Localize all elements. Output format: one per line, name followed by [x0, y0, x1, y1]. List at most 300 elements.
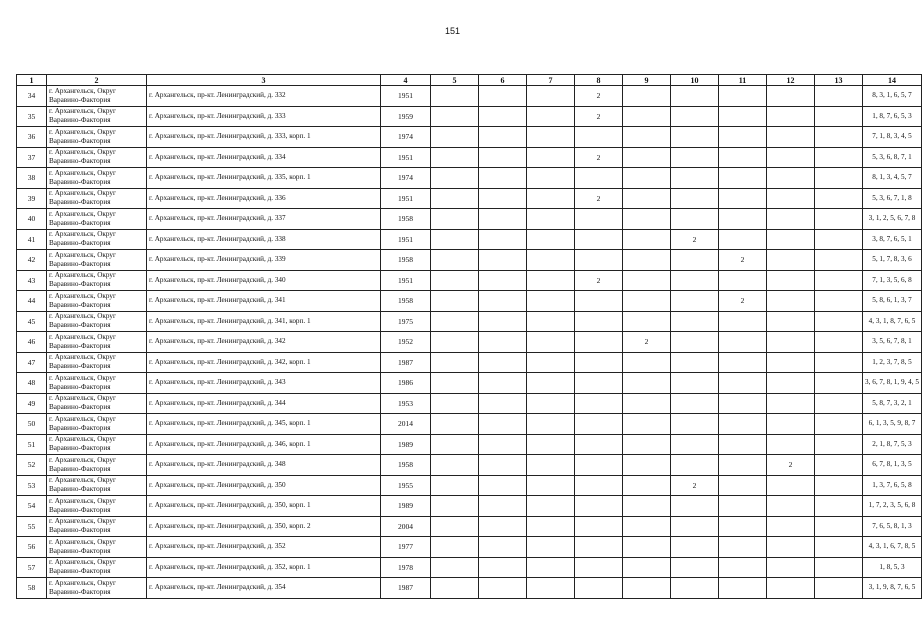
- value-cell: [527, 291, 575, 312]
- value-cell: [431, 414, 479, 435]
- sequence-cell: 5, 3, 6, 7, 1, 8: [863, 188, 922, 209]
- value-cell: [719, 516, 767, 537]
- value-cell: [671, 250, 719, 271]
- value-cell: [671, 578, 719, 599]
- district-cell: г. Архангельск, Округ Варавино-Фактория: [47, 229, 147, 250]
- value-cell: [431, 250, 479, 271]
- value-cell: [623, 393, 671, 414]
- district-cell: г. Архангельск, Округ Варавино-Фактория: [47, 537, 147, 558]
- value-cell: 2: [767, 455, 815, 476]
- district-cell: г. Архангельск, Округ Варавино-Фактория: [47, 311, 147, 332]
- value-cell: [527, 106, 575, 127]
- value-cell: [815, 496, 863, 517]
- value-cell: [719, 496, 767, 517]
- value-cell: [719, 270, 767, 291]
- district-cell: г. Архангельск, Округ Варавино-Фактория: [47, 578, 147, 599]
- table-row: [17, 168, 922, 189]
- value-cell: [527, 434, 575, 455]
- value-cell: [815, 106, 863, 127]
- value-cell: 2: [575, 270, 623, 291]
- value-cell: [575, 127, 623, 148]
- value-cell: [527, 270, 575, 291]
- address-cell: г. Архангельск, пр-кт. Ленинградский, д. 333: [147, 106, 381, 127]
- value-cell: [431, 168, 479, 189]
- value-cell: [767, 414, 815, 435]
- value-cell: [719, 311, 767, 332]
- address-cell: г. Архангельск, пр-кт. Ленинградский, д. 342, корп. 1: [147, 352, 381, 373]
- value-cell: [623, 414, 671, 435]
- value-cell: [767, 475, 815, 496]
- value-cell: [671, 373, 719, 394]
- row-number-cell: 56: [17, 537, 47, 558]
- district-cell: г. Архангельск, Округ Варавино-Фактория: [47, 332, 147, 353]
- page-number: 151: [444, 26, 461, 36]
- address-cell: г. Архангельск, пр-кт. Ленинградский, д. 342: [147, 332, 381, 353]
- value-cell: [527, 557, 575, 578]
- value-cell: [527, 414, 575, 435]
- value-cell: [431, 106, 479, 127]
- sequence-cell: 1, 2, 3, 7, 8, 5: [863, 352, 922, 373]
- district-cell: г. Архангельск, Округ Варавино-Фактория: [47, 168, 147, 189]
- year-cell: 2004: [381, 516, 431, 537]
- value-cell: 2: [575, 106, 623, 127]
- value-cell: [815, 475, 863, 496]
- year-cell: 1951: [381, 270, 431, 291]
- address-cell: г. Архангельск, пр-кт. Ленинградский, д. 350, корп. 1: [147, 496, 381, 517]
- value-cell: [623, 188, 671, 209]
- district-cell: г. Архангельск, Округ Варавино-Фактория: [47, 373, 147, 394]
- value-cell: [623, 475, 671, 496]
- address-cell: г. Архангельск, пр-кт. Ленинградский, д. 341: [147, 291, 381, 312]
- value-cell: [575, 393, 623, 414]
- value-cell: [527, 475, 575, 496]
- value-cell: [479, 168, 527, 189]
- address-cell: г. Архангельск, пр-кт. Ленинградский, д. 333, корп. 1: [147, 127, 381, 148]
- value-cell: [431, 496, 479, 517]
- year-cell: 1986: [381, 373, 431, 394]
- value-cell: [479, 578, 527, 599]
- address-cell: г. Архангельск, пр-кт. Ленинградский, д. 346, корп. 1: [147, 434, 381, 455]
- value-cell: [575, 455, 623, 476]
- row-number-cell: 54: [17, 496, 47, 517]
- value-cell: 2: [719, 250, 767, 271]
- value-cell: [479, 250, 527, 271]
- value-cell: [815, 291, 863, 312]
- value-cell: 2: [575, 147, 623, 168]
- value-cell: [623, 578, 671, 599]
- table-row: [17, 250, 922, 271]
- sequence-cell: 5, 1, 7, 8, 3, 6: [863, 250, 922, 271]
- value-cell: [671, 496, 719, 517]
- table-row: [17, 127, 922, 148]
- value-cell: [815, 578, 863, 599]
- row-number-cell: 53: [17, 475, 47, 496]
- value-cell: [767, 229, 815, 250]
- district-cell: г. Архангельск, Округ Варавино-Фактория: [47, 270, 147, 291]
- value-cell: [431, 434, 479, 455]
- value-cell: [719, 537, 767, 558]
- value-cell: [431, 352, 479, 373]
- value-cell: [527, 168, 575, 189]
- sequence-cell: 3, 6, 7, 8, 1, 9, 4, 5: [863, 373, 922, 394]
- table-body: [17, 86, 922, 599]
- value-cell: [767, 291, 815, 312]
- row-number-cell: 44: [17, 291, 47, 312]
- table-row: [17, 209, 922, 230]
- value-cell: [479, 557, 527, 578]
- value-cell: [479, 352, 527, 373]
- value-cell: [815, 250, 863, 271]
- year-cell: 1958: [381, 291, 431, 312]
- value-cell: [431, 127, 479, 148]
- table-row: [17, 557, 922, 578]
- district-cell: г. Архангельск, Округ Варавино-Фактория: [47, 434, 147, 455]
- district-cell: г. Архангельск, Округ Варавино-Фактория: [47, 209, 147, 230]
- district-cell: г. Архангельск, Округ Варавино-Фактория: [47, 291, 147, 312]
- district-cell: г. Архангельск, Округ Варавино-Фактория: [47, 475, 147, 496]
- value-cell: [767, 393, 815, 414]
- value-cell: [815, 188, 863, 209]
- value-cell: [479, 332, 527, 353]
- value-cell: [431, 455, 479, 476]
- value-cell: [479, 270, 527, 291]
- value-cell: [815, 434, 863, 455]
- table-row: [17, 291, 922, 312]
- column-header: 9: [623, 75, 671, 86]
- district-cell: г. Архангельск, Округ Варавино-Фактория: [47, 414, 147, 435]
- value-cell: [431, 291, 479, 312]
- table-row: [17, 475, 922, 496]
- value-cell: [767, 352, 815, 373]
- sequence-cell: 6, 1, 3, 5, 9, 8, 7: [863, 414, 922, 435]
- year-cell: 1989: [381, 434, 431, 455]
- value-cell: [767, 434, 815, 455]
- value-cell: [431, 373, 479, 394]
- year-cell: 1989: [381, 496, 431, 517]
- value-cell: [815, 168, 863, 189]
- value-cell: [431, 393, 479, 414]
- table-row: [17, 352, 922, 373]
- value-cell: [671, 311, 719, 332]
- value-cell: [431, 209, 479, 230]
- district-cell: г. Архангельск, Округ Варавино-Фактория: [47, 352, 147, 373]
- value-cell: [719, 557, 767, 578]
- row-number-cell: 40: [17, 209, 47, 230]
- value-cell: [767, 209, 815, 230]
- value-cell: [527, 86, 575, 107]
- year-cell: 1974: [381, 168, 431, 189]
- value-cell: [815, 516, 863, 537]
- column-header: 12: [767, 75, 815, 86]
- value-cell: [527, 250, 575, 271]
- table-row: [17, 455, 922, 476]
- value-cell: [815, 393, 863, 414]
- value-cell: [719, 127, 767, 148]
- value-cell: [671, 188, 719, 209]
- year-cell: 1952: [381, 332, 431, 353]
- address-cell: г. Архангельск, пр-кт. Ленинградский, д. 339: [147, 250, 381, 271]
- value-cell: [431, 578, 479, 599]
- value-cell: [671, 86, 719, 107]
- value-cell: [431, 332, 479, 353]
- value-cell: [479, 147, 527, 168]
- value-cell: [815, 373, 863, 394]
- sequence-cell: 7, 6, 5, 8, 1, 3: [863, 516, 922, 537]
- value-cell: [767, 270, 815, 291]
- sequence-cell: 5, 3, 6, 8, 7, 1: [863, 147, 922, 168]
- value-cell: [623, 250, 671, 271]
- year-cell: 1958: [381, 455, 431, 476]
- header-row: [17, 75, 922, 86]
- value-cell: [767, 311, 815, 332]
- value-cell: 2: [719, 291, 767, 312]
- value-cell: [719, 188, 767, 209]
- value-cell: [527, 147, 575, 168]
- year-cell: 1951: [381, 229, 431, 250]
- column-header: 5: [431, 75, 479, 86]
- sequence-cell: 6, 7, 8, 1, 3, 5: [863, 455, 922, 476]
- address-cell: г. Архангельск, пр-кт. Ленинградский, д. 337: [147, 209, 381, 230]
- column-header: 14: [863, 75, 922, 86]
- row-number-cell: 51: [17, 434, 47, 455]
- value-cell: [623, 127, 671, 148]
- value-cell: [671, 209, 719, 230]
- value-cell: [623, 86, 671, 107]
- row-number-cell: 55: [17, 516, 47, 537]
- value-cell: 2: [671, 475, 719, 496]
- year-cell: 1974: [381, 127, 431, 148]
- table-row: [17, 393, 922, 414]
- value-cell: 2: [671, 229, 719, 250]
- value-cell: [575, 475, 623, 496]
- value-cell: [671, 168, 719, 189]
- row-number-cell: 37: [17, 147, 47, 168]
- value-cell: [623, 168, 671, 189]
- address-cell: г. Архангельск, пр-кт. Ленинградский, д. 335, корп. 1: [147, 168, 381, 189]
- value-cell: 2: [575, 86, 623, 107]
- value-cell: [671, 291, 719, 312]
- column-header: 2: [47, 75, 147, 86]
- table-row: [17, 229, 922, 250]
- year-cell: 1987: [381, 578, 431, 599]
- district-cell: г. Архангельск, Округ Варавино-Фактория: [47, 127, 147, 148]
- year-cell: 1951: [381, 147, 431, 168]
- year-cell: 1951: [381, 86, 431, 107]
- value-cell: [767, 250, 815, 271]
- row-number-cell: 52: [17, 455, 47, 476]
- value-cell: [479, 393, 527, 414]
- year-cell: 2014: [381, 414, 431, 435]
- column-header: 4: [381, 75, 431, 86]
- sequence-cell: 8, 1, 3, 4, 5, 7: [863, 168, 922, 189]
- table-row: [17, 106, 922, 127]
- value-cell: [527, 455, 575, 476]
- district-cell: г. Архангельск, Округ Варавино-Фактория: [47, 393, 147, 414]
- value-cell: [479, 229, 527, 250]
- value-cell: [767, 332, 815, 353]
- value-cell: [719, 475, 767, 496]
- value-cell: [815, 455, 863, 476]
- column-header: 6: [479, 75, 527, 86]
- value-cell: [719, 86, 767, 107]
- table-row: [17, 414, 922, 435]
- sequence-cell: 5, 8, 7, 3, 2, 1: [863, 393, 922, 414]
- column-header: 7: [527, 75, 575, 86]
- value-cell: [479, 311, 527, 332]
- value-cell: [575, 373, 623, 394]
- row-number-cell: 39: [17, 188, 47, 209]
- value-cell: [527, 209, 575, 230]
- row-number-cell: 50: [17, 414, 47, 435]
- table-row: [17, 578, 922, 599]
- sequence-cell: 4, 3, 1, 8, 7, 6, 5: [863, 311, 922, 332]
- year-cell: 1953: [381, 393, 431, 414]
- year-cell: 1977: [381, 537, 431, 558]
- value-cell: [431, 147, 479, 168]
- value-cell: [479, 516, 527, 537]
- value-cell: [527, 229, 575, 250]
- row-number-cell: 35: [17, 106, 47, 127]
- value-cell: [671, 414, 719, 435]
- district-cell: г. Архангельск, Округ Варавино-Фактория: [47, 86, 147, 107]
- sequence-cell: 2, 1, 8, 7, 5, 3: [863, 434, 922, 455]
- row-number-cell: 45: [17, 311, 47, 332]
- address-cell: г. Архангельск, пр-кт. Ленинградский, д. 332: [147, 86, 381, 107]
- value-cell: [623, 496, 671, 517]
- value-cell: [575, 250, 623, 271]
- value-cell: [719, 209, 767, 230]
- value-cell: [575, 209, 623, 230]
- value-cell: [815, 229, 863, 250]
- value-cell: [719, 434, 767, 455]
- table-row: [17, 270, 922, 291]
- value-cell: [575, 434, 623, 455]
- value-cell: [623, 557, 671, 578]
- value-cell: [815, 537, 863, 558]
- row-number-cell: 46: [17, 332, 47, 353]
- row-number-cell: 58: [17, 578, 47, 599]
- value-cell: [815, 557, 863, 578]
- value-cell: [671, 393, 719, 414]
- value-cell: [671, 537, 719, 558]
- address-cell: г. Архангельск, пр-кт. Ленинградский, д. 352: [147, 537, 381, 558]
- row-number-cell: 47: [17, 352, 47, 373]
- value-cell: [767, 127, 815, 148]
- value-cell: [479, 209, 527, 230]
- value-cell: [431, 311, 479, 332]
- table-row: [17, 188, 922, 209]
- address-cell: г. Архангельск, пр-кт. Ленинградский, д. 341, корп. 1: [147, 311, 381, 332]
- value-cell: [479, 188, 527, 209]
- value-cell: [815, 127, 863, 148]
- value-cell: [815, 414, 863, 435]
- address-cell: г. Архангельск, пр-кт. Ленинградский, д. 340: [147, 270, 381, 291]
- value-cell: [623, 209, 671, 230]
- column-header: 13: [815, 75, 863, 86]
- value-cell: [767, 188, 815, 209]
- value-cell: [623, 352, 671, 373]
- value-cell: [815, 270, 863, 291]
- value-cell: [479, 537, 527, 558]
- value-cell: [479, 373, 527, 394]
- value-cell: [575, 332, 623, 353]
- year-cell: 1958: [381, 209, 431, 230]
- value-cell: [623, 270, 671, 291]
- value-cell: [623, 291, 671, 312]
- row-number-cell: 42: [17, 250, 47, 271]
- address-cell: г. Архангельск, пр-кт. Ленинградский, д. 350, корп. 2: [147, 516, 381, 537]
- value-cell: [767, 516, 815, 537]
- value-cell: [671, 434, 719, 455]
- value-cell: [815, 209, 863, 230]
- value-cell: [527, 127, 575, 148]
- year-cell: 1959: [381, 106, 431, 127]
- value-cell: [527, 188, 575, 209]
- column-header: 8: [575, 75, 623, 86]
- value-cell: [671, 106, 719, 127]
- value-cell: [719, 455, 767, 476]
- value-cell: [719, 168, 767, 189]
- address-cell: г. Архангельск, пр-кт. Ленинградский, д. 345, корп. 1: [147, 414, 381, 435]
- district-cell: г. Архангельск, Округ Варавино-Фактория: [47, 455, 147, 476]
- value-cell: [527, 332, 575, 353]
- value-cell: [431, 86, 479, 107]
- district-cell: г. Архангельск, Округ Варавино-Фактория: [47, 188, 147, 209]
- value-cell: [479, 86, 527, 107]
- row-number-cell: 38: [17, 168, 47, 189]
- value-cell: [719, 393, 767, 414]
- value-cell: [575, 291, 623, 312]
- table-row: [17, 434, 922, 455]
- value-cell: [431, 557, 479, 578]
- value-cell: 2: [575, 188, 623, 209]
- table-row: [17, 496, 922, 517]
- column-header: 10: [671, 75, 719, 86]
- value-cell: [767, 147, 815, 168]
- district-cell: г. Архангельск, Округ Варавино-Фактория: [47, 250, 147, 271]
- sequence-cell: 3, 1, 2, 5, 6, 7, 8: [863, 209, 922, 230]
- value-cell: [479, 475, 527, 496]
- sequence-cell: 1, 8, 5, 3: [863, 557, 922, 578]
- sequence-cell: 8, 3, 1, 6, 5, 7: [863, 86, 922, 107]
- value-cell: [431, 475, 479, 496]
- value-cell: [671, 147, 719, 168]
- value-cell: [479, 127, 527, 148]
- table-row: [17, 537, 922, 558]
- district-cell: г. Архангельск, Округ Варавино-Фактория: [47, 147, 147, 168]
- sequence-cell: 4, 3, 1, 6, 7, 8, 5: [863, 537, 922, 558]
- value-cell: [431, 516, 479, 537]
- value-cell: [767, 106, 815, 127]
- value-cell: [575, 229, 623, 250]
- year-cell: 1958: [381, 250, 431, 271]
- value-cell: [623, 537, 671, 558]
- table-row: [17, 147, 922, 168]
- row-number-cell: 57: [17, 557, 47, 578]
- sequence-cell: 1, 3, 7, 6, 5, 8: [863, 475, 922, 496]
- row-number-cell: 41: [17, 229, 47, 250]
- value-cell: [767, 537, 815, 558]
- value-cell: [527, 311, 575, 332]
- address-cell: г. Архангельск, пр-кт. Ленинградский, д. 343: [147, 373, 381, 394]
- value-cell: [527, 516, 575, 537]
- value-cell: [671, 127, 719, 148]
- year-cell: 1955: [381, 475, 431, 496]
- table-row: [17, 86, 922, 107]
- value-cell: [767, 373, 815, 394]
- value-cell: [527, 578, 575, 599]
- value-cell: [815, 311, 863, 332]
